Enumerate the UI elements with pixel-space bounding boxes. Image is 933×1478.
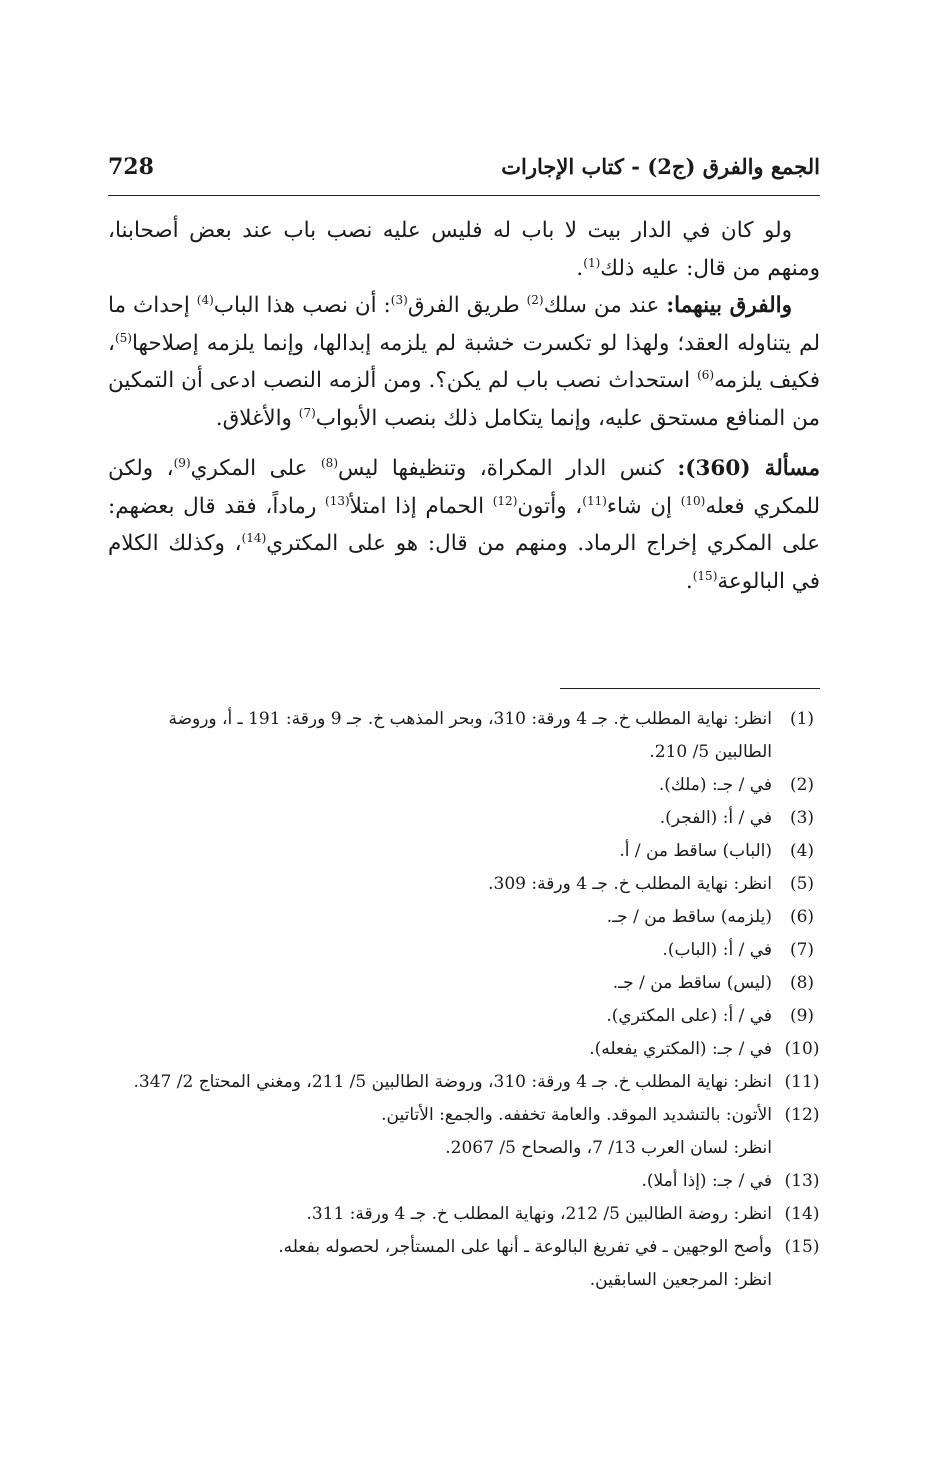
text: ، ولكن للمكري فعله bbox=[108, 456, 820, 519]
footnote-number: (15) bbox=[784, 1237, 820, 1257]
footnote-text: (الباب) ساقط من / أ. bbox=[619, 841, 772, 861]
footnote-number: (10) bbox=[784, 1039, 820, 1059]
footnote-number: (6) bbox=[789, 907, 815, 927]
paragraph-masala-360 bbox=[108, 450, 820, 600]
running-title: الجمع والفرق (ج2) - كتاب الإجارات bbox=[501, 154, 820, 179]
text: ولو كان في الدار بيت لا باب له فليس عليه نصب باب عند بعض أصحابنا، ومنهم من قال: عليه ذلك bbox=[108, 218, 820, 281]
text: ، فكيف يلزمه bbox=[108, 330, 820, 393]
paragraph-lead: والفرق بينهما: bbox=[666, 293, 792, 318]
footnote-number: (8) bbox=[789, 973, 815, 993]
footnote-number: (1) bbox=[789, 709, 815, 729]
footnote-10 bbox=[108, 1033, 820, 1066]
footnote-2 bbox=[108, 769, 820, 802]
text: استحداث نصب باب لم يكن؟. ومن ألزمه النصب ادعى أن التمكين من المنافع مستحق عليه، وإنما يتكامل ذلك بنصب الأبواب bbox=[108, 368, 820, 431]
footnote-subline: انظر: المرجعين السابقين. bbox=[589, 1270, 772, 1290]
footnote-text: في / جـ: (المكتري يفعله). bbox=[589, 1039, 772, 1059]
footnote-marker[interactable]: (12) bbox=[492, 493, 518, 508]
footnote-marker[interactable]: (1) bbox=[583, 255, 601, 270]
text: إن شاء bbox=[606, 493, 681, 519]
footnote-15 bbox=[108, 1231, 820, 1297]
footnote-11 bbox=[108, 1066, 820, 1099]
footnote-text: انظر: نهاية المطلب خ. جـ 4 ورقة: 310، وروضة الطالبين 5/ 211، ومغني المحتاج 2/ 347. bbox=[133, 1072, 772, 1092]
footnote-text: في / جـ: (إذا أملا). bbox=[641, 1171, 772, 1191]
footnote-number: (13) bbox=[784, 1171, 820, 1191]
footnote-marker[interactable]: (4) bbox=[196, 292, 214, 307]
text: الحمام إذا امتلأ bbox=[349, 493, 493, 519]
footnote-text: انظر: نهاية المطلب خ. جـ 4 ورقة: 309. bbox=[488, 874, 772, 894]
text: كنس الدار المكراة، وتنظيفها ليس bbox=[338, 456, 678, 481]
footnote-text: في / أ: (الباب). bbox=[662, 940, 772, 960]
footnote-marker[interactable]: (15) bbox=[692, 568, 718, 583]
header-rule bbox=[108, 195, 820, 196]
footnote-text: في / أ: (الفجر). bbox=[659, 808, 772, 828]
text: عند من سلك bbox=[543, 293, 667, 318]
footnote-text: وأصح الوجهين ـ في تفريغ البالوعة ـ أنها على المستأجر، لحصوله بفعله. bbox=[278, 1237, 772, 1257]
footnote-number: (11) bbox=[784, 1072, 820, 1092]
footnote-1 bbox=[108, 703, 820, 769]
footnote-marker[interactable]: (11) bbox=[582, 493, 607, 508]
text: ، وكذلك الكلام في البالوعة bbox=[108, 531, 820, 594]
text: رماداً، فقد قال بعضهم: على المكري إخراج الرماد. ومنهم من قال: هو على المكتري bbox=[108, 493, 820, 556]
footnote-marker[interactable]: (13) bbox=[325, 493, 350, 508]
text: . bbox=[576, 255, 584, 281]
main-text bbox=[108, 212, 820, 600]
footnote-number: (2) bbox=[789, 775, 815, 795]
footnote-marker[interactable]: (3) bbox=[390, 292, 408, 307]
footnote-number: (3) bbox=[789, 808, 815, 828]
footnote-marker[interactable]: (6) bbox=[697, 367, 715, 382]
masala-heading: مسألة (360): bbox=[677, 456, 820, 481]
footnotes-list bbox=[108, 703, 820, 1297]
footnote-number: (5) bbox=[789, 874, 815, 894]
footnote-marker[interactable]: (2) bbox=[526, 292, 544, 307]
footnote-13 bbox=[108, 1165, 820, 1198]
footnote-marker[interactable]: (5) bbox=[114, 330, 132, 345]
footnote-7 bbox=[108, 934, 820, 967]
footnote-text: في / أ: (على المكتري). bbox=[606, 1006, 772, 1026]
text: . bbox=[685, 568, 693, 594]
paragraph-1 bbox=[108, 212, 820, 287]
footnote-text: (يلزمه) ساقط من / جـ. bbox=[606, 907, 772, 927]
footnote-4 bbox=[108, 835, 820, 868]
paragraph-2 bbox=[108, 287, 820, 437]
page-number: 728 bbox=[108, 154, 154, 180]
text: طريق الفرق bbox=[407, 293, 527, 318]
footnote-number: (7) bbox=[789, 940, 815, 960]
text: والأغلاق. bbox=[215, 405, 299, 431]
footnote-9 bbox=[108, 1000, 820, 1033]
footnote-5 bbox=[108, 868, 820, 901]
footnote-number: (14) bbox=[784, 1204, 820, 1224]
footnote-14 bbox=[108, 1198, 820, 1231]
footnote-text: (ليس) ساقط من / جـ. bbox=[612, 973, 772, 993]
footnote-number: (9) bbox=[789, 1006, 815, 1026]
footnote-number: (4) bbox=[789, 841, 815, 861]
footnote-text: في / جـ: (ملك). bbox=[658, 775, 772, 795]
page-header bbox=[108, 150, 820, 190]
footnote-marker[interactable]: (14) bbox=[241, 530, 267, 545]
footnote-12 bbox=[108, 1099, 820, 1165]
footnote-marker[interactable]: (7) bbox=[298, 405, 316, 420]
text: على المكري bbox=[190, 456, 321, 481]
footnote-marker[interactable]: (8) bbox=[320, 455, 338, 470]
footnote-subline: انظر: لسان العرب 13/ 7، والصحاح 5/ 2067. bbox=[445, 1138, 772, 1158]
footnote-number: (12) bbox=[784, 1105, 820, 1125]
text: ، وأتون bbox=[517, 493, 583, 519]
footnote-8 bbox=[108, 967, 820, 1000]
text: إحداث ما لم يتناوله العقد؛ ولهذا لو تكسرت خشبة لم يلزمه إبدالها، وإنما يلزمه إصلاحها bbox=[108, 293, 820, 356]
footnote-marker[interactable]: (9) bbox=[173, 455, 191, 470]
footnote-text: انظر: روضة الطالبين 5/ 212، ونهاية المطلب خ. جـ 4 ورقة: 311. bbox=[306, 1204, 772, 1224]
footnote-3 bbox=[108, 802, 820, 835]
footnote-separator bbox=[560, 688, 820, 689]
footnote-marker[interactable]: (10) bbox=[680, 493, 706, 508]
text: : أن نصب هذا الباب bbox=[213, 293, 391, 318]
footnote-6 bbox=[108, 901, 820, 934]
footnote-text: انظر: نهاية المطلب خ. جـ 4 ورقة: 310، وبحر المذهب خ. جـ 9 ورقة: 191 ـ أ، وروضة الطالبين 5/ 210. bbox=[168, 709, 772, 762]
footnote-text: الأتون: بالتشديد الموقد. والعامة تخففه. والجمع: الأتاتين. bbox=[381, 1105, 772, 1125]
